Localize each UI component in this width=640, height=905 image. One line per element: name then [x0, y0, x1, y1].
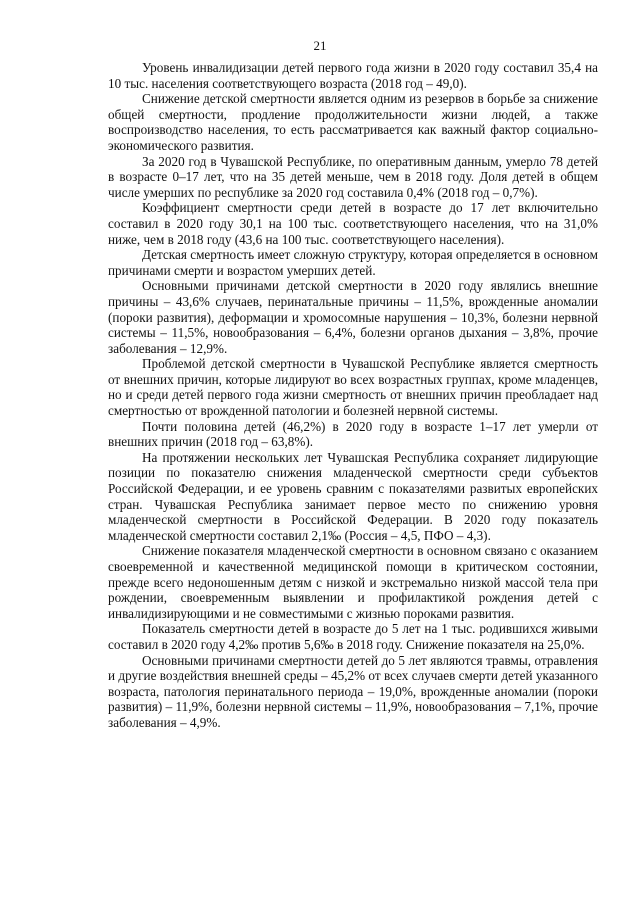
- paragraph-infant-mortality-leadership: На протяжении нескольких лет Чувашская Республика сохраняет лидирующие позиции по показателю снижения младенческой смертности среди субъектов Российской Федерации, и ее уровень сравним с показателями развитых европейских стран. Чувашская Республика занимает первое место по снижению уровня младенческой смертности в Российской Федерации. В 2020 году показатель младенческой смертности составил 2,1‰ (Россия – 4,5, ПФО – 4,3).: [108, 449, 598, 543]
- paragraph-infant-mortality-reduction: Снижение показателя младенческой смертности в основном связано с оказанием своевременной и качественной медицинской помощи в критическом состоянии, прежде всего недоношенным детям с низкой и экстремально низкой массой тела при рождении, своевременным выявлении и профилактикой рождения детей с инвалидизирующими и не совместимыми с жизнью пороками развития.: [108, 543, 598, 621]
- paragraph-under-5-causes: Основными причинами смертности детей до 5 лет являются травмы, отравления и другие воздействия внешней среды – 45,2% от всех случаев смерти детей указанного возраста, патология перинатального периода – 19,0%, врожденные аномалии (пороки развития) – 11,9%, болезни нервной системы – 11,9%, новообразования – 7,1%, прочие заболевания – 4,9%.: [108, 652, 598, 730]
- paragraph-age-1-17: Почти половина детей (46,2%) в 2020 году в возрасте 1–17 лет умерли от внешних причин (2018 год – 63,8%).: [108, 418, 598, 450]
- page-number: 21: [313, 38, 327, 53]
- paragraph-mortality-structure: Детская смертность имеет сложную структуру, которая определяется в основном причинами смерти и возрастом умерших детей.: [108, 247, 598, 278]
- paragraph-main-causes: Основными причинами детской смертности в 2020 году являлись внешние причины – 43,6% случаев, перинатальные причины – 11,5%, врожденные аномалии (пороки развития), деформации и хромосомные нарушения – 10,3%, болезни нервной системы – 11,5%, новообразования – 6,4%, болезни органов дыхания – 3,8%, прочие заболевания – 12,9%.: [108, 278, 598, 356]
- paragraph-mortality-coefficient: Коэффициент смертности среди детей в возрасте до 17 лет включительно составил в 2020 году 30,1 на 100 тыс. соответствующего населения, что на 31,0% ниже, чем в 2018 году (43,6 на 100 тыс. соответствующего населения).: [108, 200, 598, 247]
- body-text: [108, 60, 598, 731]
- paragraph-mortality-reserve: Снижение детской смертности является одним из резервов в борьбе за снижение общей смертности, продление продолжительности жизни людей, а также воспроизводство населения, то есть рассматривается как важный фактор социально-экономического развития.: [108, 91, 598, 153]
- paragraph-external-causes: Проблемой детской смертности в Чувашской Республике является смертность от внешних причин, которые лидируют во всех возрастных группах, кроме младенцев, но и среди детей первого года жизни смертность от внешних причин преобладает над смертностью от врожденной патологии и болезней нервной системы.: [108, 356, 598, 419]
- paragraph-deaths-2020: За 2020 год в Чувашской Республике, по оперативным данным, умерло 78 детей в возрасте 0–17 лет, что на 35 детей меньше, чем в 2018 году. Доля детей в общем числе умерших по республике за 2020 год составила 0,4% (2018 год – 0,7%).: [108, 153, 598, 200]
- paragraph-child-disability: Уровень инвалидизации детей первого года жизни в 2020 году составил 35,4 на 10 тыс. населения соответствующего возраста (2018 год – 49,0).: [108, 60, 598, 91]
- paragraph-under-5-rate: Показатель смертности детей в возрасте до 5 лет на 1 тыс. родившихся живыми составил в 2020 году 4,2‰ против 5,6‰ в 2018 году. Снижение показателя на 25,0%.: [108, 621, 598, 652]
